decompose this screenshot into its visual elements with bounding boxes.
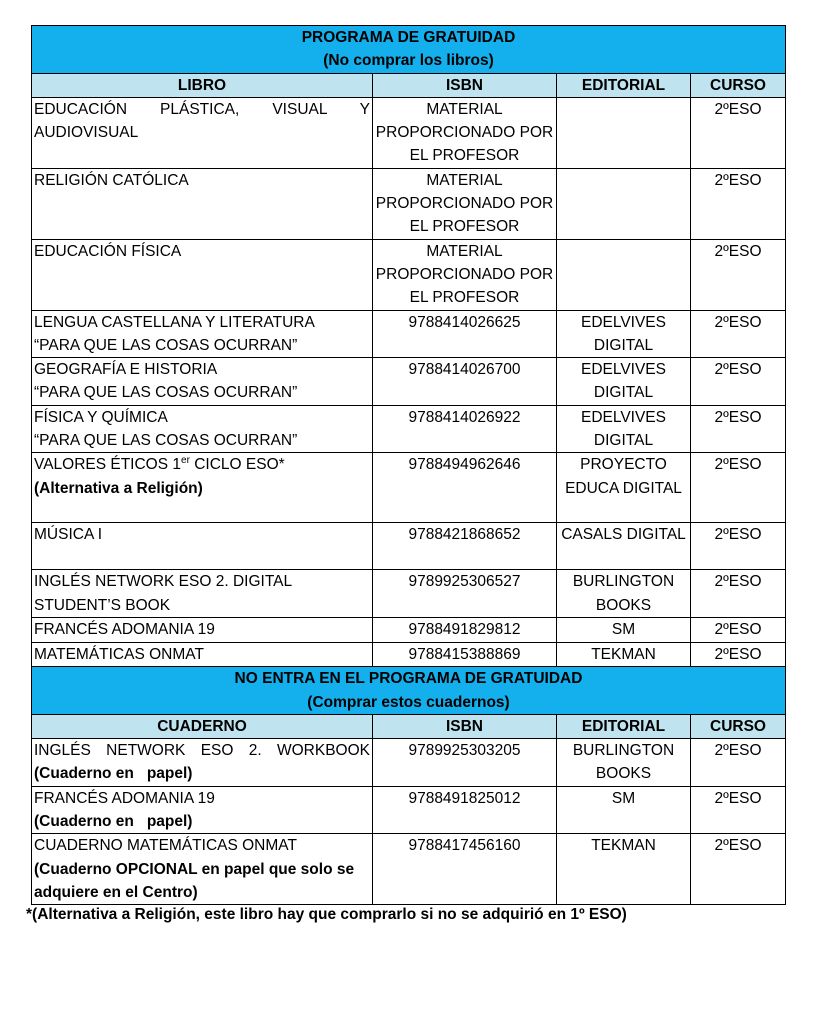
book-title-cell [32,310,373,358]
book-isbn: MATERIAL PROPORCIONADO POR EL PROFESOR [373,239,557,310]
book-title: RELIGIÓN CATÓLICA [32,168,373,239]
header-curso: CURSO [691,714,786,738]
book-course: 2ºESO [691,642,786,666]
book-publisher [557,168,691,239]
free-program-subtitle: (No comprar los libros) [323,52,494,70]
workbook-note: (Cuaderno en papel) [34,813,193,831]
book-title: FRANCÉS ADOMANIA 19 [32,617,373,642]
workbook-publisher: SM [557,786,691,834]
book-title-part: CICLO ESO* [189,456,285,474]
workbook-note: (Cuaderno en papel) [34,765,193,783]
free-program-title: PROGRAMA DE GRATUIDAD [301,29,516,46]
header-isbn: ISBN [373,73,557,97]
header-libro: LIBRO [32,73,373,97]
table-row [32,834,786,905]
book-course: 2ºESO [691,358,786,406]
workbook-title: FRANCÉS ADOMANIA 19 [34,789,215,807]
book-publisher [557,97,691,168]
workbook-title: CUADERNO MATEMÁTICAS ONMAT [34,837,297,855]
book-title: GEOGRAFÍA E HISTORIA [34,361,218,379]
book-isbn: 9788494962646 [373,453,557,523]
book-publisher: PROYECTO EDUCA DIGITAL [557,453,691,523]
book-publisher: CASALS DIGITAL [557,523,691,570]
header-editorial: EDITORIAL [557,73,691,97]
paid-program-banner [32,667,786,715]
workbook-note: (Cuaderno OPCIONAL en papel que solo se adquiere en el Centro) [34,860,355,901]
book-isbn: MATERIAL PROPORCIONADO POR EL PROFESOR [373,168,557,239]
book-title-part: VALORES ÉTICOS 1 [34,456,182,474]
paid-program-banner-cell [32,667,786,715]
book-title [34,453,370,476]
workbook-isbn: 9789925303205 [373,739,557,787]
book-publisher: SM [557,617,691,642]
free-program-banner-cell [32,26,786,74]
paid-program-title: NO ENTRA EN EL PROGRAMA DE GRATUIDAD [234,670,583,688]
book-course: 2ºESO [691,239,786,310]
footnote: *(Alternativa a Religión, este libro hay que comprarlo si no se adquirió en 1º ESO) [26,906,627,923]
book-subtitle: “PARA QUE LAS COSAS OCURRAN” [34,432,298,450]
book-title-cell [32,358,373,406]
table-row [32,642,786,666]
book-subtitle: “PARA QUE LAS COSAS OCURRAN” [34,384,298,402]
book-publisher: EDELVIVES DIGITAL [557,405,691,453]
book-isbn: 9788491829812 [373,617,557,642]
free-program-banner [32,26,786,74]
book-title: EDUCACIÓN PLÁSTICA, VISUAL Y AUDIOVISUAL [32,97,373,168]
table-row [32,239,786,310]
book-isbn: 9788421868652 [373,523,557,570]
book-subtitle: “PARA QUE LAS COSAS OCURRAN” [34,336,298,354]
book-isbn: 9788414026625 [373,310,557,358]
book-course: 2ºESO [691,523,786,570]
table-row [32,358,786,406]
workbook-isbn: 9788491825012 [373,786,557,834]
table-row [32,405,786,453]
table-row [32,786,786,834]
book-course: 2ºESO [691,168,786,239]
book-course: 2ºESO [691,97,786,168]
book-course: 2ºESO [691,453,786,523]
table-row [32,453,786,523]
workbook-publisher: TEKMAN [557,834,691,905]
paid-program-subtitle: (Comprar estos cuadernos) [307,693,510,711]
header-curso: CURSO [691,73,786,97]
book-title: MATEMÁTICAS ONMAT [32,642,373,666]
books-table [31,25,786,905]
workbook-course: 2ºESO [691,786,786,834]
workbook-title-cell [32,786,373,834]
book-isbn: MATERIAL PROPORCIONADO POR EL PROFESOR [373,97,557,168]
book-publisher: EDELVIVES DIGITAL [557,310,691,358]
header-cuaderno: CUADERNO [32,714,373,738]
book-publisher: EDELVIVES DIGITAL [557,358,691,406]
table-row [32,310,786,358]
table-row [32,168,786,239]
workbook-title-cell [32,834,373,905]
book-title: INGLÉS NETWORK ESO 2. DIGITAL STUDENT’S BOOK [32,570,373,618]
table-row [32,739,786,787]
table-row [32,523,786,570]
workbook-isbn: 9788417456160 [373,834,557,905]
book-title-cell [32,453,373,523]
workbook-course: 2ºESO [691,834,786,905]
header-editorial: EDITORIAL [557,714,691,738]
table-row [32,617,786,642]
workbook-title: INGLÉS NETWORK ESO 2. WORKBOOK [34,742,370,760]
book-title: LENGUA CASTELLANA Y LITERATURA [34,313,315,331]
book-course: 2ºESO [691,570,786,618]
paid-program-column-headers [32,714,786,738]
workbook-publisher: BURLINGTON BOOKS [557,739,691,787]
book-isbn: 9788414026700 [373,358,557,406]
workbook-course: 2ºESO [691,739,786,787]
book-publisher: TEKMAN [557,642,691,666]
workbook-title-cell [32,739,373,787]
book-isbn: 9788414026922 [373,405,557,453]
header-isbn: ISBN [373,714,557,738]
book-title-cell [32,405,373,453]
table-row [32,570,786,618]
book-course: 2ºESO [691,405,786,453]
book-title-superscript: er [181,455,190,467]
book-publisher [557,239,691,310]
book-title: EDUCACIÓN FÍSICA [32,239,373,310]
book-course: 2ºESO [691,310,786,358]
book-publisher: BURLINGTON BOOKS [557,570,691,618]
free-program-column-headers [32,73,786,97]
book-isbn: 9788415388869 [373,642,557,666]
book-title: MÚSICA I [32,523,373,570]
book-course: 2ºESO [691,617,786,642]
book-isbn: 9789925306527 [373,570,557,618]
table-row [32,97,786,168]
book-title: FÍSICA Y QUÍMICA [34,408,168,426]
book-note: (Alternativa a Religión) [34,479,203,497]
